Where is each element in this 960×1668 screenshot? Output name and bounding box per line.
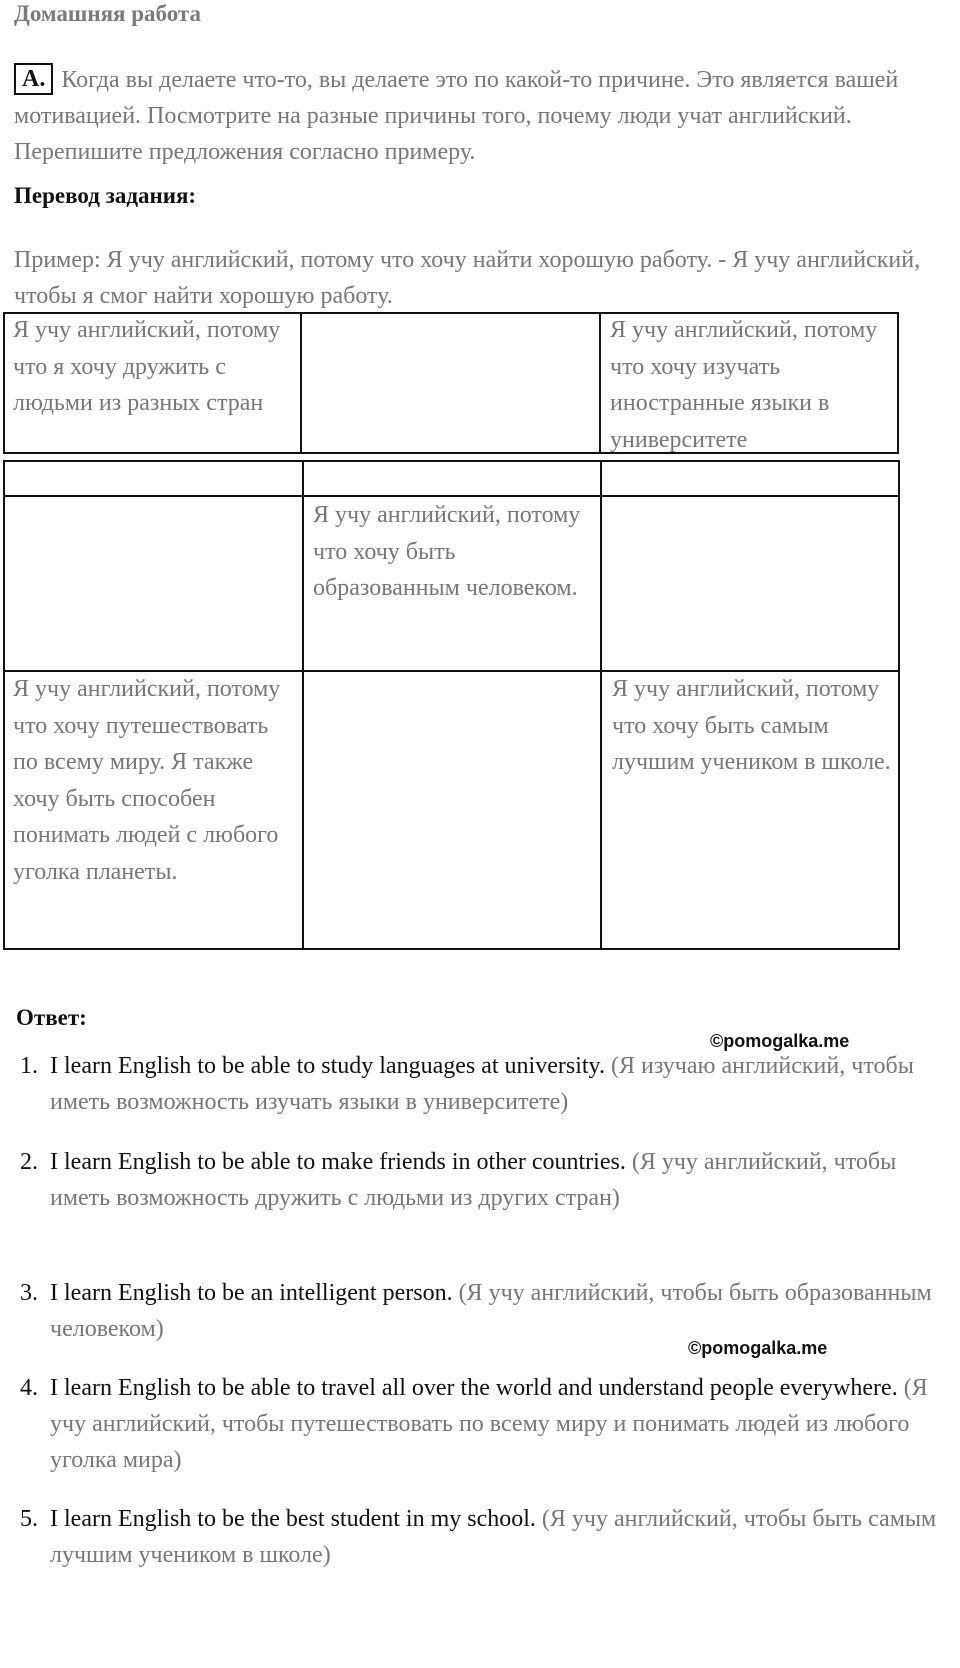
answer-russian: (Я изучаю английский, чтобы иметь возможность изучать языки в университете) (50, 1053, 914, 1115)
task-label: A. (14, 63, 53, 95)
answer-english: I learn English to be the best student in my school. (50, 1506, 536, 1532)
answer-number: 5. (20, 1506, 38, 1532)
answer-russian: (Я учу английский, чтобы путешествовать по всему миру и понимать людей из любого уголка мира) (50, 1375, 928, 1473)
table-main-divider-2 (600, 460, 602, 950)
translation-heading: Перевод задания: (14, 183, 197, 208)
answer-russian: (Я учу английский, чтобы быть самым лучшим учеником в школе) (50, 1506, 937, 1568)
answer-item-2 (20, 1144, 940, 1216)
example-text: Пример: Я учу английский, потому что хочу найти хорошую работу. - Я учу английский, чтобы я смог найти хорошую работу. (14, 247, 921, 309)
watermark: ©pomogalka.me (710, 1031, 850, 1051)
task-text: Когда вы делаете что-то, вы делаете это по какой-то причине. Это является вашей мотивацией. Посмотрите на разные причины того, почему люди учат английский. Перепишите предложения согласно примеру. (14, 67, 899, 165)
answer-number: 4. (20, 1375, 38, 1401)
table-cell-bottom-1: Я учу английский, потому что хочу путешествовать по всему миру. Я также хочу быть способен понимать людей с любого уголка планеты. (13, 676, 281, 885)
table-cell-top-3: Я учу английский, потому что хочу изучать иностранные языки в университете (610, 317, 878, 453)
answer-russian: (Я учу английский, чтобы быть образованным человеком) (50, 1280, 932, 1342)
table-cell-mid-2: Я учу английский, потому что хочу быть образованным человеком. (313, 502, 581, 601)
answer-english: I learn English to be able to make friends in other countries. (50, 1149, 626, 1175)
answer-english: I learn English to be able to study languages at university. (50, 1053, 605, 1079)
table-cell-bottom-3: Я учу английский, потому что хочу быть самым лучшим учеником в школе. (612, 676, 891, 775)
watermark: ©pomogalka.me (688, 1338, 828, 1358)
answer-number: 3. (20, 1280, 38, 1306)
answer-item-5 (20, 1501, 940, 1573)
answer-russian: (Я учу английский, чтобы иметь возможность дружить с людьми из других стран) (50, 1149, 897, 1211)
answer-english: I learn English to be able to travel all over the world and understand people everywhere. (50, 1375, 898, 1401)
task-description (14, 62, 914, 170)
answer-number: 2. (20, 1149, 38, 1175)
page-title: Домашняя работа (14, 1, 201, 26)
table-cell-top-1: Я учу английский, потому что я хочу дружить с людьми из разных стран (13, 317, 281, 416)
answer-item-1 (20, 1048, 940, 1120)
answer-number: 1. (20, 1053, 38, 1079)
table-main-divider-1 (302, 460, 304, 950)
table-top-divider-1 (300, 312, 302, 454)
answer-heading: Ответ: (16, 1005, 87, 1030)
answer-item-4 (20, 1370, 940, 1478)
answer-item-3 (20, 1275, 940, 1347)
answer-english: I learn English to be an intelligent person. (50, 1280, 453, 1306)
table-top-divider-2 (599, 312, 601, 454)
